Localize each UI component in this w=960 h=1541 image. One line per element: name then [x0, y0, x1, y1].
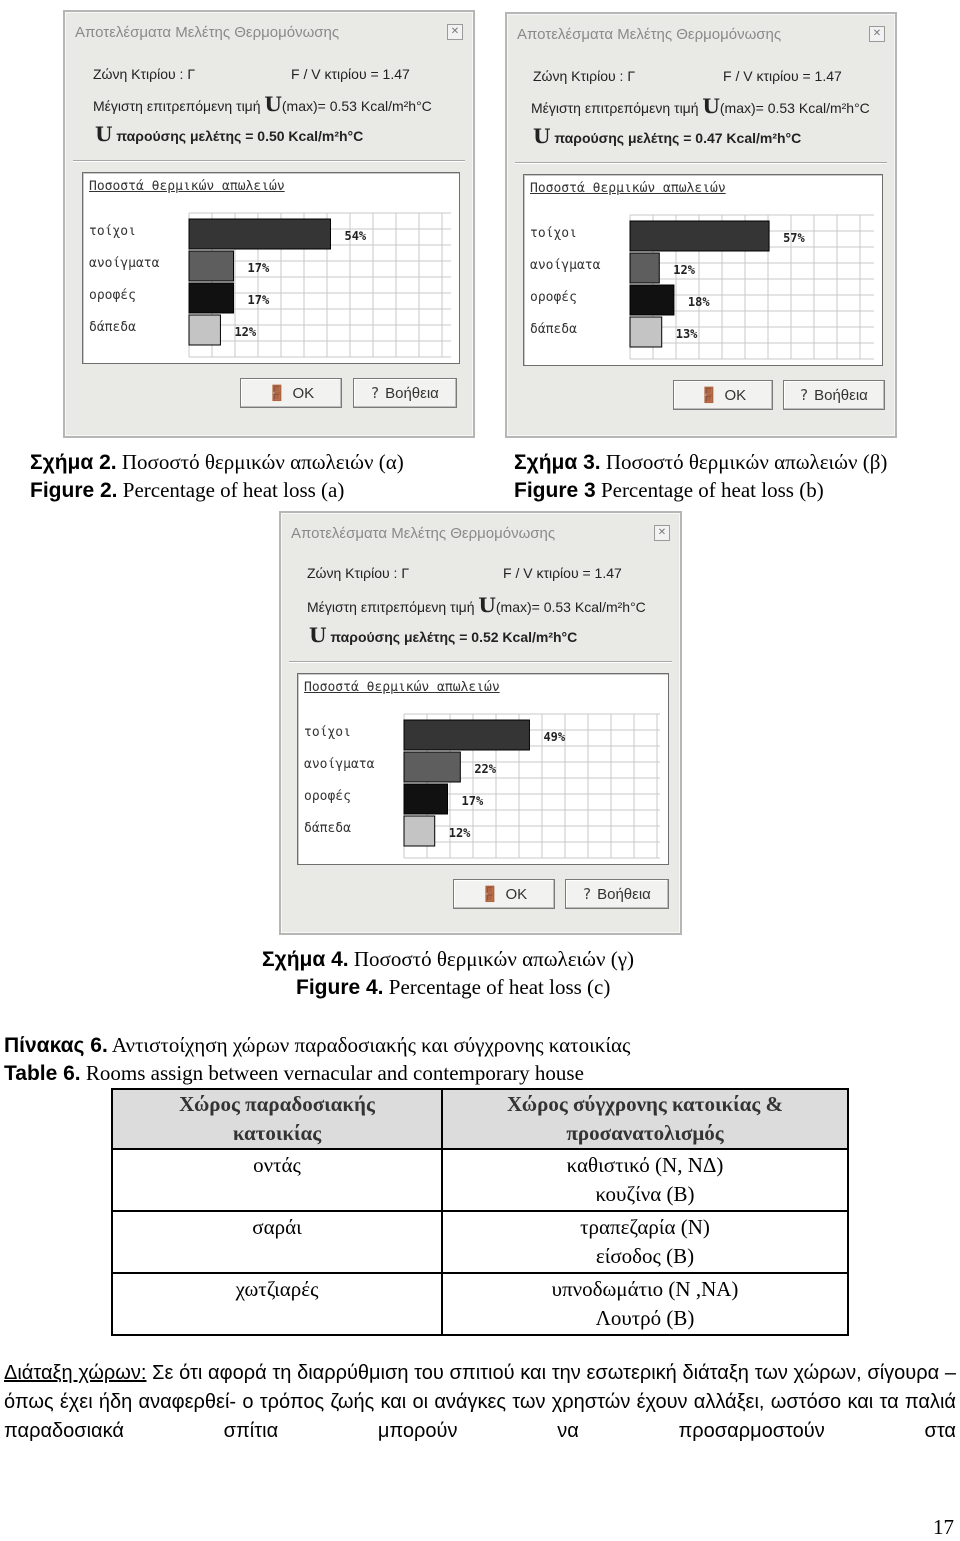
zone-label: Ζώνη Κτιρίου : Γ	[533, 68, 636, 84]
dialog-title: Αποτελέσματα Μελέτης Θερμομόνωσης	[517, 26, 782, 43]
u-study-line	[533, 124, 801, 148]
help-label: Βοήθεια	[597, 885, 651, 903]
u-symbol: U	[309, 623, 327, 647]
u-study-value: 0.47 Kcal/m²h°C	[695, 130, 802, 146]
u-symbol: U	[264, 92, 282, 116]
heat-loss-panel	[82, 172, 460, 364]
traditional-room: χωτζιαρές	[112, 1273, 442, 1335]
close-icon[interactable]: ✕	[869, 26, 885, 42]
fv-ratio: F / V κτιρίου = 1.47	[723, 68, 842, 84]
category-label-roofs: οροφές	[530, 290, 577, 305]
panel-title: Ποσοστά θερμικών απωλειών	[530, 181, 726, 196]
u-symbol: U	[478, 593, 496, 617]
modern-room-line: υπνοδωμάτιο (Ν ,ΝΑ)	[551, 1277, 739, 1301]
caption-number: Σχήμα 2.	[30, 451, 117, 474]
help-button[interactable]	[783, 380, 885, 410]
help-button[interactable]	[353, 378, 457, 408]
separator	[73, 160, 465, 162]
value-label-walls: 57%	[783, 231, 805, 245]
u-study-value: 0.50 Kcal/m²h°C	[257, 128, 364, 144]
u-study-line	[95, 122, 363, 146]
results-dialog-a	[63, 10, 475, 438]
u-symbol: U	[533, 124, 551, 148]
category-label-floors: δάπεδα	[89, 320, 136, 335]
category-label-walls: τοίχοι	[304, 725, 351, 740]
value-label-floors: 13%	[675, 327, 698, 341]
bar-walls	[189, 219, 330, 249]
modern-room-line: κουζίνα (Β)	[595, 1182, 695, 1206]
category-label-openings: ανοίγματα	[89, 256, 160, 271]
bar-walls	[404, 720, 529, 750]
ok-label: OK	[724, 386, 747, 404]
caption-text: Rooms assign between vernacular and contemporary house	[80, 1061, 584, 1085]
u-max-value: (max)= 0.53 Kcal/m²h°C	[719, 100, 870, 116]
u-max-line	[307, 593, 646, 617]
category-label-floors: δάπεδα	[304, 821, 351, 836]
dialog-title: Αποτελέσματα Μελέτης Θερμομόνωσης	[291, 525, 556, 542]
panel-title: Ποσοστά θερμικών απωλειών	[304, 680, 500, 695]
separator	[515, 162, 887, 164]
help-button[interactable]	[565, 879, 669, 909]
fv-ratio: F / V κτιρίου = 1.47	[503, 565, 622, 581]
figure-4-caption-english	[296, 973, 610, 1002]
value-label-floors: 12%	[448, 826, 471, 840]
bar-floors	[630, 317, 662, 347]
caption-number: Figure 2.	[30, 479, 118, 502]
u-max-value: (max)= 0.53 Kcal/m²h°C	[281, 98, 432, 114]
u-study-label: παρούσης μελέτης =	[554, 130, 692, 146]
results-dialog-b	[505, 12, 897, 438]
heat-loss-panel	[297, 673, 669, 865]
ok-button[interactable]	[673, 380, 773, 410]
traditional-room: οντάς	[112, 1149, 442, 1211]
bar-openings	[404, 752, 460, 782]
exit-door-icon: 🚪	[699, 386, 719, 404]
category-label-openings: ανοίγματα	[304, 757, 375, 772]
caption-text: Percentage of heat loss (c)	[383, 975, 611, 999]
dialog-title: Αποτελέσματα Μελέτης Θερμομόνωσης	[75, 24, 340, 41]
caption-number: Figure 3	[514, 479, 596, 502]
u-study-label: παρούσης μελέτης =	[330, 629, 468, 645]
panel-title: Ποσοστά θερμικών απωλειών	[89, 179, 285, 194]
u-study-label: παρούσης μελέτης =	[116, 128, 254, 144]
figure-2-caption-english	[30, 476, 344, 505]
caption-text: Percentage of heat loss (a)	[117, 478, 345, 502]
caption-text: Percentage of heat loss (b)	[595, 478, 824, 502]
bar-roofs	[189, 283, 234, 313]
u-symbol: U	[95, 122, 113, 146]
u-symbol: U	[702, 94, 720, 118]
u-max-value: (max)= 0.53 Kcal/m²h°C	[495, 599, 646, 615]
table-row	[112, 1149, 848, 1211]
body-paragraph	[4, 1359, 956, 1446]
help-label: Βοήθεια	[385, 384, 439, 402]
caption-number: Πίνακας 6.	[4, 1034, 108, 1057]
ok-label: OK	[505, 885, 528, 903]
zone-label: Ζώνη Κτιρίου : Γ	[93, 66, 196, 82]
figure-3-caption-english	[514, 476, 824, 505]
caption-text: Αντιστοίχηση χώρων παραδοσιακής και σύγχρονης κατοικίας	[107, 1033, 631, 1057]
table-header-row	[112, 1089, 848, 1149]
value-label-openings: 22%	[474, 762, 497, 776]
bar-floors	[189, 315, 220, 345]
value-label-openings: 12%	[673, 263, 695, 277]
u-study-value: 0.52 Kcal/m²h°C	[471, 629, 578, 645]
header-modern: Χώρος σύγχρονης κατοικίας & προσανατολισμός	[442, 1089, 848, 1149]
category-label-openings: ανοίγματα	[530, 258, 601, 273]
category-label-walls: τοίχοι	[530, 226, 577, 241]
results-dialog-c	[279, 511, 682, 935]
caption-text: Ποσοστό θερμικών απωλειών (γ)	[348, 947, 635, 971]
bar-openings	[189, 251, 234, 281]
bar-openings	[630, 253, 659, 283]
category-label-roofs: οροφές	[304, 789, 351, 804]
u-max-prefix: Μέγιστη επιτρεπόμενη τιμή	[93, 98, 261, 114]
figure-2-caption-greek	[30, 448, 404, 477]
heat-loss-chart-c	[298, 674, 668, 864]
u-max-line	[531, 94, 870, 118]
caption-text: Ποσοστό θερμικών απωλειών (β)	[600, 450, 888, 474]
ok-button[interactable]	[453, 879, 555, 909]
modern-room-line: Λουτρό (Β)	[595, 1306, 695, 1330]
zone-label: Ζώνη Κτιρίου : Γ	[307, 565, 410, 581]
value-label-floors: 12%	[234, 325, 257, 339]
caption-number: Table 6.	[4, 1062, 81, 1085]
bar-walls	[630, 221, 769, 251]
modern-room-line: είσοδος (Β)	[595, 1244, 695, 1268]
category-label-floors: δάπεδα	[530, 322, 577, 337]
table-row	[112, 1211, 848, 1273]
table-row	[112, 1273, 848, 1335]
paragraph-heading: Διάταξη χώρων:	[4, 1362, 147, 1384]
modern-room-line: τραπεζαρία (Ν)	[580, 1215, 710, 1239]
value-label-roofs: 17%	[247, 293, 270, 307]
caption-number: Σχήμα 4.	[262, 948, 349, 971]
value-label-walls: 49%	[543, 730, 566, 744]
rooms-table	[111, 1088, 849, 1336]
close-icon[interactable]: ✕	[654, 525, 670, 541]
modern-room	[442, 1273, 848, 1335]
modern-room	[442, 1211, 848, 1273]
question-icon: ?	[583, 885, 592, 903]
u-max-prefix: Μέγιστη επιτρεπόμενη τιμή	[307, 599, 475, 615]
bar-roofs	[630, 285, 674, 315]
caption-number: Figure 4.	[296, 976, 384, 999]
table-caption-greek	[4, 1030, 630, 1061]
value-label-roofs: 18%	[687, 295, 710, 309]
bar-floors	[404, 816, 435, 846]
heat-loss-chart-b	[524, 175, 882, 365]
table-caption-english	[4, 1058, 584, 1089]
question-icon: ?	[800, 386, 809, 404]
u-max-prefix: Μέγιστη επιτρεπόμενη τιμή	[531, 100, 699, 116]
category-label-roofs: οροφές	[89, 288, 136, 303]
modern-room-line: καθιστικό (Ν, ΝΔ)	[566, 1153, 724, 1177]
separator	[289, 661, 672, 663]
u-max-line	[93, 92, 432, 116]
value-label-walls: 54%	[344, 229, 367, 243]
exit-door-icon: 🚪	[267, 384, 287, 402]
ok-label: OK	[292, 384, 315, 402]
header-traditional: Χώρος παραδοσιακής κατοικίας	[112, 1089, 442, 1149]
help-label: Βοήθεια	[814, 386, 868, 404]
heat-loss-panel	[523, 174, 883, 366]
page-number: 17	[933, 1515, 954, 1539]
traditional-room: σαράι	[112, 1211, 442, 1273]
exit-door-icon: 🚪	[480, 885, 500, 903]
paragraph-text: Σε ότι αφορά τη διαρρύθμιση του σπιτιού και την εσωτερική διάταξη των χώρων, σίγουρα –όπως έχει ήδη αναφερθεί- ο τρόπος ζωής και οι ανάγκες των χρηστών έχουν αλλάξει, ωστόσο και τα παλιά παραδοσιακά σπίτια μπορούν να προσαρμοστούν στα	[4, 1362, 956, 1442]
value-label-roofs: 17%	[461, 794, 484, 808]
bar-roofs	[404, 784, 448, 814]
heat-loss-chart-a	[83, 173, 459, 363]
figure-4-caption-greek	[262, 945, 634, 974]
question-icon: ?	[371, 384, 380, 402]
figure-3-caption-greek	[514, 448, 887, 477]
caption-text: Ποσοστό θερμικών απωλειών (α)	[116, 450, 404, 474]
modern-room	[442, 1149, 848, 1211]
close-icon[interactable]: ✕	[447, 24, 463, 40]
ok-button[interactable]	[240, 378, 342, 408]
fv-ratio: F / V κτιρίου = 1.47	[291, 66, 410, 82]
category-label-walls: τοίχοι	[89, 224, 136, 239]
u-study-line	[309, 623, 577, 647]
caption-number: Σχήμα 3.	[514, 451, 601, 474]
value-label-openings: 17%	[247, 261, 270, 275]
